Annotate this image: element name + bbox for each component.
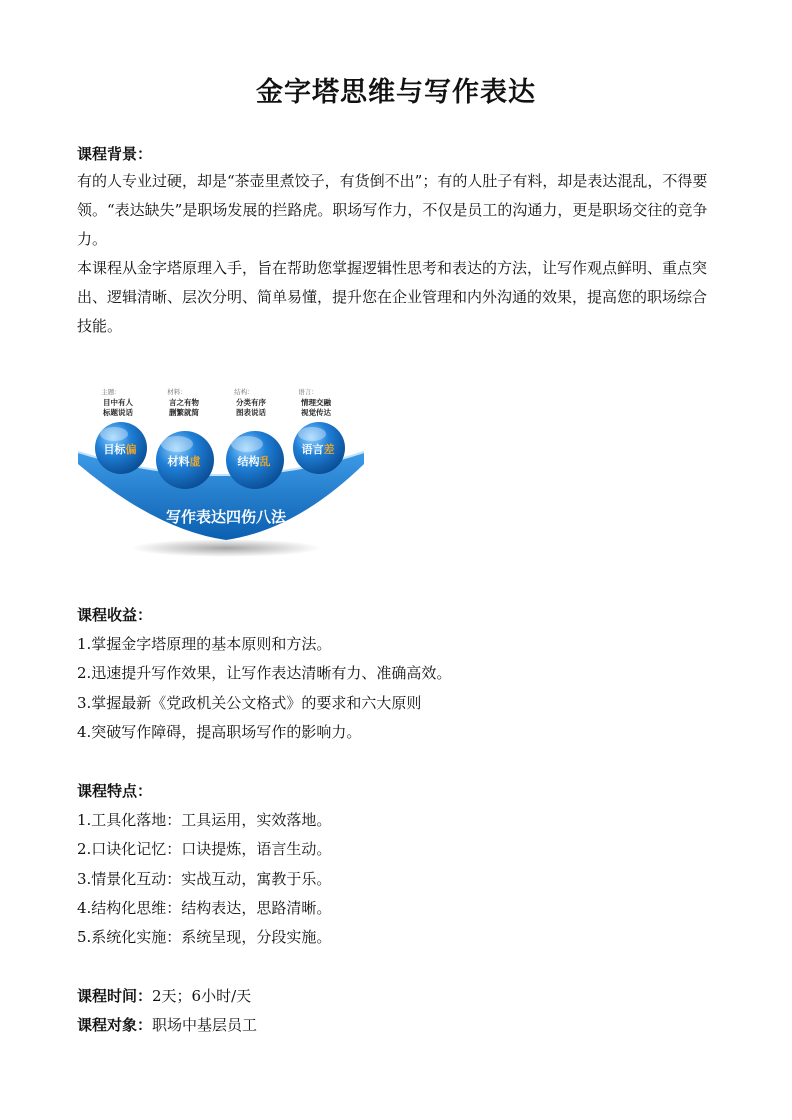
features-heading: 课程特点： (77, 782, 153, 800)
document-title: 金字塔思维与写作表达 (256, 77, 536, 108)
ball-4-tip-2: 视觉传达 (301, 408, 331, 417)
four-flaws-diagram (76, 380, 366, 560)
course-audience-value: 职场中基层员工 (152, 1016, 258, 1034)
feature-item-1: 1.工具化落地：工具运用，实效落地。 (77, 811, 332, 829)
ball-1-tip-2: 标题说话 (103, 408, 133, 417)
ball-4-label: 语言差 (301, 443, 335, 456)
feature-item-4: 4.结构化思维：结构表达，思路清晰。 (77, 899, 332, 917)
ball-3-label: 结构乱 (237, 455, 271, 468)
course-audience (77, 1014, 257, 1035)
background-heading: 课程背景： (77, 145, 153, 163)
diagram-banner: 写作表达四伤八法 (165, 508, 287, 526)
feature-item-2: 2.口诀化记忆：口诀提炼，语言生动。 (77, 840, 332, 858)
diagram-shadow (131, 539, 321, 557)
ball-1-label: 目标偏 (103, 443, 137, 456)
ball-1-tip-1: 目中有人 (103, 398, 133, 407)
ball-3-tip-2: 图表说话 (236, 408, 266, 417)
ball-2-tip-1: 言之有物 (169, 398, 199, 407)
benefit-item-3: 3.掌握最新《党政机关公文格式》的要求和六大原则 (77, 694, 422, 712)
course-audience-label: 课程对象： (77, 1016, 153, 1034)
benefit-item-2: 2.迅速提升写作效果，让写作表达清晰有力、准确高效。 (77, 664, 452, 682)
background-paragraph-2: 本课程从金字塔原理入手，旨在帮助您掌握逻辑性思考和表达的方法，让写作观点鲜明、重点突出、逻辑清晰、层次分明、简单易懂，提升您在企业管理和内外沟通的效果，提高您的职场综合技能。 (77, 259, 708, 335)
benefit-item-4: 4.突破写作障碍，提高职场写作的影响力。 (77, 723, 362, 741)
ball-3-top-label: 结构： (234, 388, 254, 396)
course-time (77, 985, 251, 1006)
ball-1-top-label: 主题： (101, 388, 121, 396)
diagram-graphic (76, 380, 366, 560)
ball-2-top-label: 材料： (167, 388, 187, 396)
ball-4-top-label: 语言： (298, 388, 318, 396)
benefits-heading: 课程收益： (77, 606, 153, 624)
ball-4-tip-1: 情理交融 (301, 398, 331, 407)
course-time-value: 2天；6小时/天 (152, 987, 252, 1005)
feature-item-3: 3.情景化互动：实战互动，寓教于乐。 (77, 870, 332, 888)
course-time-label: 课程时间： (77, 987, 153, 1005)
background-paragraph-1: 有的人专业过硬，却是“茶壶里煮饺子，有货倒不出”；有的人肚子有料，却是表达混乱，不得要领。“表达缺失”是职场发展的拦路虎。职场写作力，不仅是员工的沟通力，更是职场交往的竞争力。 (77, 172, 708, 248)
feature-item-5: 5.系统化实施：系统呈现，分段实施。 (77, 928, 332, 946)
ball-2-tip-2: 删繁就简 (169, 408, 199, 417)
benefit-item-1: 1.掌握金字塔原理的基本原则和方法。 (77, 635, 332, 653)
ball-2-label: 材料虚 (167, 455, 201, 468)
ball-3-tip-1: 分类有序 (236, 398, 266, 407)
